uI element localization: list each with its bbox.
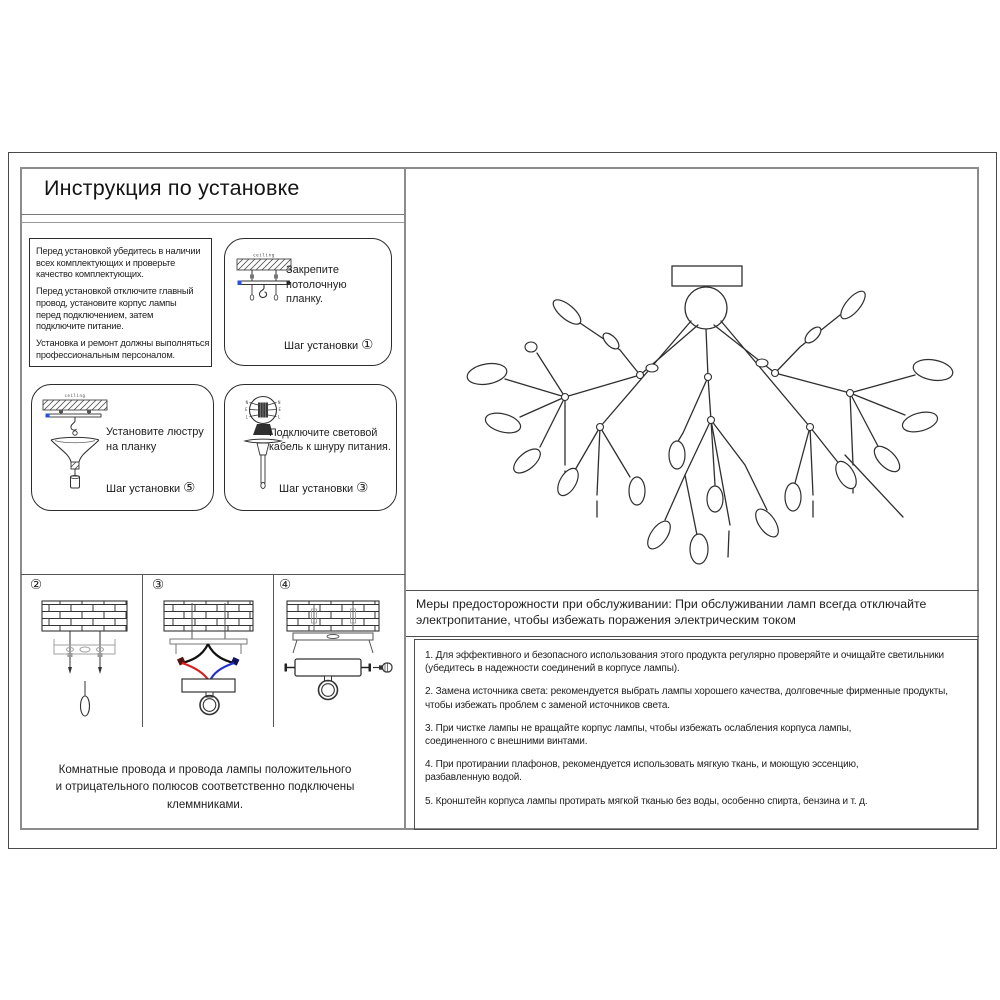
column-divider	[273, 575, 274, 727]
notice-paragraph	[36, 246, 205, 281]
hook	[259, 285, 266, 298]
safety-item-4	[425, 758, 967, 784]
mounting-plate	[241, 281, 287, 285]
section-divider	[21, 574, 405, 575]
column-divider	[142, 575, 143, 727]
step-number: ③	[356, 480, 369, 495]
safety-item-line: 4. При протирании плафонов, рекомендуется использовать мягкую ткань, и моющую эссенцию,	[425, 759, 859, 771]
safety-precautions-header	[406, 590, 979, 637]
mounting-bracket	[293, 633, 373, 640]
anchor-screw	[81, 696, 90, 716]
safety-item-3	[425, 722, 967, 748]
chandelier-illustration	[415, 165, 975, 573]
step-box-1	[224, 238, 392, 366]
title-separator-line	[21, 214, 404, 215]
notice-line: подключите питание.	[36, 321, 124, 332]
mounting-bracket	[54, 639, 115, 654]
step-text	[286, 263, 347, 307]
step-label	[106, 480, 195, 496]
step-text-line: потолочную	[286, 278, 347, 291]
safety-item-line: соединенного с внешними винтами.	[425, 735, 588, 747]
step-text-line: Подключите световой	[269, 427, 378, 439]
safety-item-line: чтобы избежать проблем с заменой источников света.	[425, 699, 670, 711]
notice-paragraph	[36, 286, 205, 333]
wire-label-n: N	[245, 400, 248, 405]
caption-line: Комнатные провода и провода лампы положительного	[58, 764, 352, 776]
wire-label-l: L	[245, 414, 248, 420]
red-wire	[182, 663, 209, 681]
wire-label-e: E	[245, 407, 248, 412]
chandelier-on-plate-icon	[38, 392, 112, 492]
brick-wall	[287, 601, 379, 631]
safety-item-line: 2. Замена источника света: рекомендуется выбрать лампы хорошего качества, долговечные фирменные продукты,	[425, 686, 948, 698]
mounting-bracket	[170, 639, 247, 644]
notice-paragraph	[36, 337, 210, 361]
ceiling-label: ceiling	[253, 252, 275, 258]
safety-item-line: разбавленную водой.	[425, 772, 522, 784]
notice-line: перед подключением, затем	[36, 309, 154, 320]
side-screw	[369, 664, 372, 672]
diagram-number-4: ④	[279, 577, 292, 592]
step-label	[279, 480, 368, 496]
notice-line: Установка и ремонт должны выполняться	[36, 337, 210, 348]
vertical-divider	[404, 167, 406, 830]
step-text-line: планку.	[286, 293, 323, 306]
rod	[261, 455, 265, 483]
page-title: Инструкция по установке	[44, 176, 300, 200]
bracket-screws-diagram	[32, 597, 137, 725]
shade-cone	[51, 440, 99, 462]
wiring-caption	[44, 762, 366, 814]
screw-fix-diagram	[281, 597, 393, 725]
hook	[71, 417, 77, 430]
safety-item-line: 3. При чистке лампы не вращайте корпус лампы, чтобы избежать ослабления корпуса лампы,	[425, 722, 852, 734]
branch-joints	[525, 342, 854, 431]
mounting-plate	[49, 414, 101, 417]
caption-line: клеммниками.	[166, 798, 244, 811]
notice-line: Перед установкой отключите главный	[36, 286, 194, 297]
notice-line: Перед установкой убедитесь в наличии	[36, 246, 201, 256]
wire-label-e: E	[278, 407, 281, 412]
safety-header-line: электропитание, чтобы избежать поражения электрическим током	[416, 613, 796, 628]
step-text	[106, 425, 204, 454]
ceiling-hatch	[237, 259, 291, 270]
lamp-base	[295, 659, 361, 676]
safety-item-line: 1. Для эффективного и безопасного использования этого продукта регулярно проверяйте и очищайте светильники	[425, 650, 944, 661]
step-label-text: Шаг установки	[284, 340, 359, 352]
safety-item-5	[425, 795, 967, 808]
title-separator-line-2	[21, 222, 404, 223]
blue-end-cap	[46, 414, 50, 418]
safety-item-2	[425, 685, 967, 711]
blue-wire	[210, 663, 234, 681]
ceiling-canopy	[672, 266, 742, 286]
step-label	[284, 337, 373, 353]
notice-line: всех комплектующих и проверьте	[36, 257, 176, 268]
step-number: ⑤	[183, 480, 196, 495]
step-box-5	[31, 384, 214, 511]
step-label-text: Шаг установки	[106, 483, 181, 495]
wire-label-l: L	[278, 414, 281, 420]
notice-line: качество комплектующих.	[36, 269, 144, 280]
notice-line: профессиональным персоналом.	[36, 349, 175, 360]
step-text	[269, 426, 391, 455]
step-text-line: на планку	[106, 440, 157, 453]
lamp-base	[182, 679, 235, 692]
step-text-line: Закрепите	[286, 264, 339, 276]
step-label-text: Шаг установки	[279, 483, 354, 495]
diagram-number-3: ③	[152, 577, 165, 592]
step-text-line: Установите люстру	[106, 426, 204, 438]
screwdriver-icon	[373, 663, 392, 672]
black-wire	[208, 644, 234, 663]
brick-wall	[42, 601, 127, 631]
wire-label-n: N	[278, 400, 281, 405]
wiring-diagram	[156, 597, 261, 725]
notice-line: провод, установите корпус лампы	[36, 297, 177, 308]
step-box-3	[224, 384, 397, 511]
step-number: ①	[361, 337, 374, 352]
safety-item-1	[425, 649, 967, 675]
safety-item-line: 5. Кронштейн корпуса лампы протирать мягкой тканью без воды, особенно спирта, бензина и т. д.	[425, 795, 868, 807]
ceiling-hatch	[43, 400, 107, 410]
side-screw	[285, 664, 288, 672]
safety-items-box	[414, 639, 978, 830]
safety-header-line: Меры предосторожности при обслуживании: При обслуживании ламп всегда отключайте	[416, 597, 927, 611]
blue-end-cap	[238, 281, 242, 286]
diagram-number-2: ②	[30, 577, 43, 592]
step-text-line: кабель к шнуру питания.	[269, 441, 391, 454]
safety-item-line: (убедитесь в надежности соединений в корпусе лампы).	[425, 663, 680, 675]
brick-wall	[164, 601, 253, 631]
caption-line: и отрицательного полюсов соответственно подключены	[55, 781, 355, 794]
ceiling-label: ceiling	[64, 393, 86, 398]
pre-install-notice-box	[29, 238, 212, 367]
center-ball	[685, 287, 727, 329]
black-wire	[182, 644, 208, 663]
